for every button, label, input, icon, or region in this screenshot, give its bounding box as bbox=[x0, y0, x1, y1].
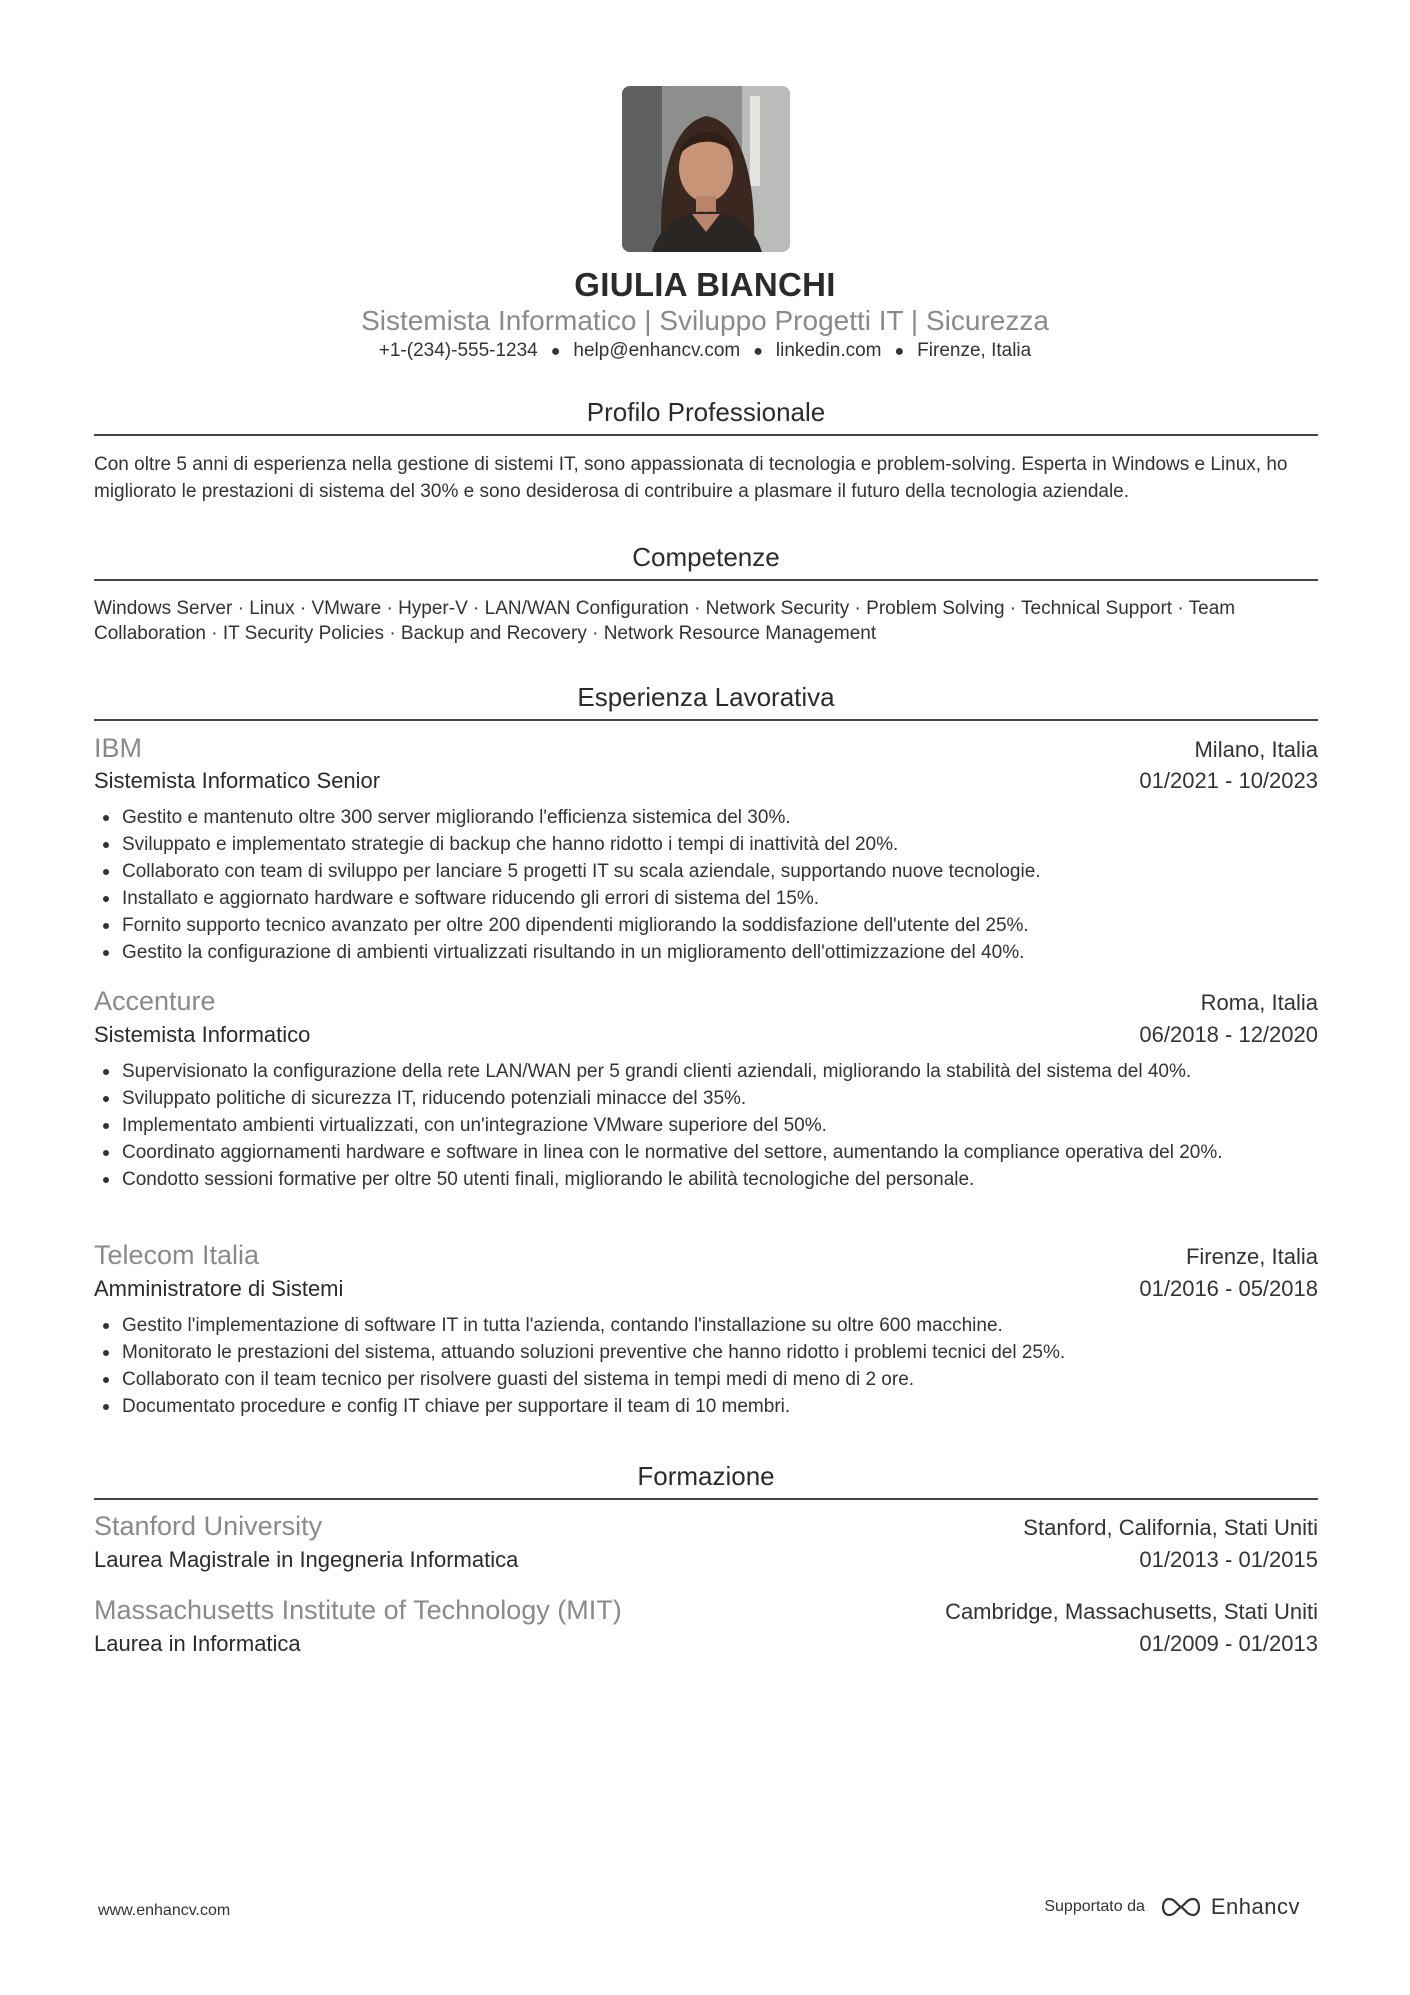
school-location: Cambridge, Massachusetts, Stati Uniti bbox=[945, 1599, 1318, 1624]
job-dates: 01/2021 - 10/2023 bbox=[1139, 768, 1318, 793]
list-item: Gestito l'implementazione di software IT in tutta l'azienda, contando l'installazione su oltre 600 macchine. bbox=[94, 1312, 1318, 1339]
school-dates: 01/2009 - 01/2013 bbox=[1139, 1631, 1318, 1656]
brand-name: Enhancv bbox=[1210, 1894, 1300, 1919]
separator-dot-icon: ● bbox=[550, 343, 561, 360]
job-company: IBM bbox=[94, 733, 143, 763]
footer-branding[interactable] bbox=[1044, 1894, 1300, 1920]
job-role: Amministratore di Sistemi bbox=[94, 1276, 344, 1301]
job-bullets bbox=[94, 1058, 1318, 1193]
school-name: Massachusetts Institute of Technology (MIT) bbox=[94, 1595, 622, 1625]
job-subheader bbox=[94, 1276, 1318, 1302]
job-role: Sistemista Informatico Senior bbox=[94, 768, 381, 793]
profile-heading: Profilo Professionale bbox=[94, 397, 1318, 436]
footer-website[interactable]: www.enhancv.com bbox=[98, 1902, 231, 1919]
infinity-icon bbox=[1157, 1895, 1205, 1919]
job-dates: 01/2016 - 05/2018 bbox=[1139, 1276, 1318, 1301]
job-location: Milano, Italia bbox=[1194, 737, 1318, 762]
school-subheader bbox=[94, 1631, 1318, 1657]
job-subheader bbox=[94, 768, 1318, 794]
school-location: Stanford, California, Stati Uniti bbox=[1023, 1515, 1318, 1540]
school-subheader bbox=[94, 1547, 1318, 1573]
skills-text: Windows Server · Linux · VMware · Hyper-V · LAN/WAN Configuration · Network Security · Problem Solving · Technical Support · Team Collaboration · IT Security Policies · Backup and Recovery · Network Resource Management bbox=[94, 598, 1236, 644]
list-item: Collaborato con team di sviluppo per lanciare 5 progetti IT su scala aziendale, supportando nuove tecnologie. bbox=[94, 858, 1318, 885]
contact-linkedin[interactable]: linkedin.com bbox=[775, 340, 882, 361]
list-item: Condotto sessioni formative per oltre 50 utenti finali, migliorando le abilità tecnologiche del personale. bbox=[94, 1166, 1318, 1193]
school-header bbox=[94, 1511, 1318, 1542]
job-header bbox=[94, 1240, 1318, 1271]
job-subheader bbox=[94, 1022, 1318, 1048]
contact-line bbox=[0, 340, 1410, 362]
job-header bbox=[94, 733, 1318, 764]
candidate-name: GIULIA BIANCHI bbox=[574, 266, 836, 303]
education-heading: Formazione bbox=[94, 1461, 1318, 1500]
profile-photo bbox=[622, 86, 790, 252]
list-item: Installato e aggiornato hardware e software riducendo gli errori di sistema del 15%. bbox=[94, 885, 1318, 912]
job-bullets bbox=[94, 804, 1318, 966]
job-dates: 06/2018 - 12/2020 bbox=[1139, 1022, 1318, 1047]
job-bullets bbox=[94, 1312, 1318, 1420]
list-item: Fornito supporto tecnico avanzato per oltre 200 dipendenti migliorando la soddisfazione dell'utente del 25%. bbox=[94, 912, 1318, 939]
job-role: Sistemista Informatico bbox=[94, 1022, 311, 1047]
contact-location: Firenze, Italia bbox=[917, 340, 1032, 361]
school-header bbox=[94, 1595, 1318, 1626]
list-item: Gestito la configurazione di ambienti virtualizzati risultando in un miglioramento dell'ottimizzazione del 40%. bbox=[94, 939, 1318, 966]
list-item: Coordinato aggiornamenti hardware e software in linea con le normative del settore, aumentando la compliance operativa del 20%. bbox=[94, 1139, 1318, 1166]
job-header bbox=[94, 986, 1318, 1017]
separator-dot-icon: ● bbox=[894, 343, 905, 360]
profile-text: Con oltre 5 anni di esperienza nella gestione di sistemi IT, sono appassionata di tecnologia e problem-solving. Esperta in Windows e Linux, ho migliorato le prestazioni di sistema del 30% e sono desiderosa di contribuire a plasmare il futuro della tecnologia aziendale. bbox=[94, 454, 1288, 502]
portrait-icon bbox=[622, 86, 790, 252]
school-degree: Laurea in Informatica bbox=[94, 1631, 301, 1656]
list-item: Sviluppato e implementato strategie di backup che hanno ridotto i tempi di inattività del 20%. bbox=[94, 831, 1318, 858]
list-item: Documentato procedure e config IT chiave per supportare il team di 10 membri. bbox=[94, 1393, 1318, 1420]
list-item: Gestito e mantenuto oltre 300 server migliorando l'efficienza sistemica del 30%. bbox=[94, 804, 1318, 831]
powered-by-label: Supportato da bbox=[1044, 1898, 1145, 1915]
candidate-title: Sistemista Informatico | Sviluppo Progetti IT | Sicurezza bbox=[361, 305, 1049, 336]
school-dates: 01/2013 - 01/2015 bbox=[1139, 1547, 1318, 1572]
list-item: Supervisionato la configurazione della rete LAN/WAN per 5 grandi clienti aziendali, migliorando la stabilità del sistema del 40%. bbox=[94, 1058, 1318, 1085]
list-item: Monitorato le prestazioni del sistema, attuando soluzioni preventive che hanno ridotto i problemi tecnici del 25%. bbox=[94, 1339, 1318, 1366]
contact-phone[interactable]: +1-(234)-555-1234 bbox=[378, 340, 538, 361]
list-item: Collaborato con il team tecnico per risolvere guasti del sistema in tempi medi di meno di 2 ore. bbox=[94, 1366, 1318, 1393]
school-degree: Laurea Magistrale in Ingegneria Informatica bbox=[94, 1547, 519, 1572]
job-company: Accenture bbox=[94, 986, 216, 1016]
separator-dot-icon: ● bbox=[753, 343, 763, 360]
skills-heading: Competenze bbox=[94, 542, 1318, 581]
list-item: Sviluppato politiche di sicurezza IT, riducendo potenziali minacce del 35%. bbox=[94, 1085, 1318, 1112]
job-location: Firenze, Italia bbox=[1185, 1244, 1318, 1269]
contact-email[interactable]: help@enhancv.com bbox=[573, 340, 741, 361]
job-location: Roma, Italia bbox=[1200, 990, 1318, 1015]
job-company: Telecom Italia bbox=[94, 1240, 260, 1270]
list-item: Implementato ambienti virtualizzati, con un'integrazione VMware superiore del 50%. bbox=[94, 1112, 1318, 1139]
school-name: Stanford University bbox=[94, 1511, 323, 1541]
experience-heading: Esperienza Lavorativa bbox=[94, 682, 1318, 721]
